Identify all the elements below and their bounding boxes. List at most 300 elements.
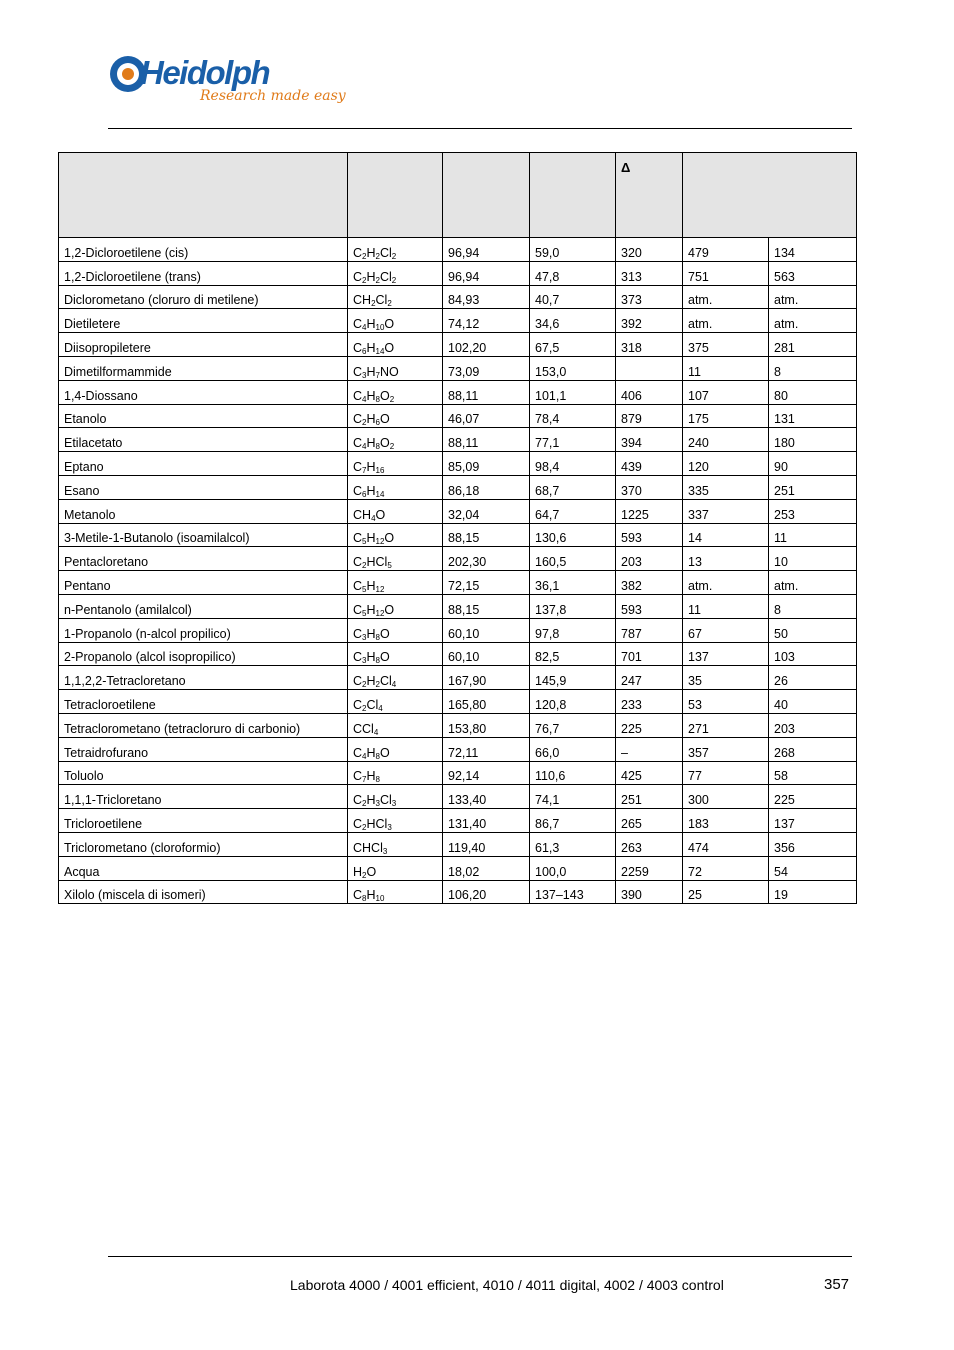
formula-subscript: 5 — [362, 608, 367, 618]
table-row — [59, 333, 857, 357]
formula-cell — [348, 690, 443, 714]
formula-cell — [348, 404, 443, 428]
formula-cell — [348, 356, 443, 380]
table-row — [59, 618, 857, 642]
formula-symbol: H — [366, 888, 376, 903]
table-row — [59, 404, 857, 428]
table-row — [59, 356, 857, 380]
formula-subscript: 7 — [362, 775, 367, 785]
pressure-cell: 271 — [683, 713, 769, 737]
formula-cell — [348, 523, 443, 547]
molar-mass-cell: 119,40 — [443, 832, 530, 856]
formula-subscript: 3 — [362, 656, 367, 666]
formula-symbol: H — [366, 602, 376, 617]
formula-symbol: O — [375, 507, 386, 522]
evaporation-enthalpy-cell: – — [616, 737, 683, 761]
formula-cell — [348, 832, 443, 856]
molar-mass-cell: 106,20 — [443, 880, 530, 904]
pressure-cell: 80 — [769, 380, 857, 404]
formula-subscript: 2 — [362, 680, 367, 690]
formula-symbol: Cl — [379, 269, 392, 284]
formula-subscript: 2 — [391, 275, 397, 285]
pressure-cell: 58 — [769, 761, 857, 785]
pressure-cell: 25 — [683, 880, 769, 904]
solvent-name-cell: Xilolo (miscela di isomeri) — [59, 880, 348, 904]
pressure-cell: 11 — [769, 523, 857, 547]
boiling-point-cell: 137–143 — [530, 880, 616, 904]
pressure-cell: 175 — [683, 404, 769, 428]
solvent-name-cell: 1,1,1-Tricloretano — [59, 785, 348, 809]
formula-subscript: 2 — [362, 561, 367, 571]
formula-cell — [348, 666, 443, 690]
formula-subscript: 10 — [375, 323, 385, 333]
formula-symbol: O — [366, 864, 377, 879]
formula-symbol: H — [366, 745, 376, 760]
evaporation-enthalpy-cell: 313 — [616, 261, 683, 285]
solvent-name-cell: Dietiletere — [59, 309, 348, 333]
formula-symbol: H — [366, 340, 376, 355]
table-row — [59, 832, 857, 856]
pressure-cell: atm. — [769, 571, 857, 595]
molar-mass-cell: 72,11 — [443, 737, 530, 761]
formula-subscript: 4 — [362, 323, 367, 333]
molar-mass-cell: 18,02 — [443, 856, 530, 880]
evaporation-enthalpy-cell: 247 — [616, 666, 683, 690]
formula-symbol: H — [366, 483, 376, 498]
table-row — [59, 452, 857, 476]
solvent-name-cell: Dimetilformammide — [59, 356, 348, 380]
page-number: 357 — [824, 1276, 850, 1293]
pressure-cell: 281 — [769, 333, 857, 357]
table-row — [59, 380, 857, 404]
formula-symbol: H — [366, 650, 376, 665]
formula-symbol: O — [379, 388, 390, 403]
header-cell — [59, 153, 348, 238]
formula-subscript: 2 — [362, 418, 367, 428]
table-row — [59, 666, 857, 690]
pressure-cell: 356 — [769, 832, 857, 856]
formula-subscript: 6 — [375, 418, 380, 428]
pressure-cell: 8 — [769, 594, 857, 618]
evaporation-enthalpy-cell: 439 — [616, 452, 683, 476]
formula-symbol: O — [384, 602, 395, 617]
formula-symbol: HCl — [366, 816, 388, 831]
table-row — [59, 428, 857, 452]
pressure-cell: 54 — [769, 856, 857, 880]
solvent-name-cell: Tetraidrofurano — [59, 737, 348, 761]
formula-symbol: C — [353, 793, 363, 808]
formula-subscript: 8 — [375, 775, 380, 785]
formula-cell — [348, 761, 443, 785]
solvent-name-cell: Pentacloretano — [59, 547, 348, 571]
formula-subscript: 4 — [373, 727, 379, 737]
formula-cell — [348, 809, 443, 833]
formula-symbol: H — [366, 436, 376, 451]
formula-symbol: C — [353, 364, 363, 379]
formula-symbol: C — [353, 578, 363, 593]
pressure-cell: 26 — [769, 666, 857, 690]
formula-symbol: O — [379, 412, 390, 427]
formula-symbol: C — [353, 674, 363, 689]
solvent-name-cell: Etilacetato — [59, 428, 348, 452]
formula-cell — [348, 618, 443, 642]
evaporation-enthalpy-cell: 593 — [616, 594, 683, 618]
boiling-point-cell: 120,8 — [530, 690, 616, 714]
brand-name: Heidolph — [140, 54, 270, 91]
molar-mass-cell: 84,93 — [443, 285, 530, 309]
formula-symbol: HCl — [366, 555, 388, 570]
formula-symbol: C — [353, 459, 363, 474]
formula-cell — [348, 309, 443, 333]
pressure-cell: 203 — [769, 713, 857, 737]
formula-subscript: 4 — [391, 680, 397, 690]
formula-subscript: 8 — [375, 751, 380, 761]
molar-mass-cell: 73,09 — [443, 356, 530, 380]
formula-subscript: 8 — [375, 656, 380, 666]
formula-subscript: 2 — [387, 299, 392, 309]
pressure-cell: 77 — [683, 761, 769, 785]
pressure-cell: 40 — [769, 690, 857, 714]
formula-symbol: O — [379, 745, 390, 760]
boiling-point-cell: 67,5 — [530, 333, 616, 357]
evaporation-enthalpy-cell: 1225 — [616, 499, 683, 523]
formula-subscript: 3 — [362, 632, 367, 642]
evaporation-enthalpy-cell: 787 — [616, 618, 683, 642]
formula-cell — [348, 499, 443, 523]
formula-symbol: CH — [353, 293, 372, 308]
formula-symbol: C — [353, 650, 363, 665]
molar-mass-cell: 88,15 — [443, 523, 530, 547]
evaporation-enthalpy-cell: 225 — [616, 713, 683, 737]
evaporation-enthalpy-cell: 318 — [616, 333, 683, 357]
pressure-cell: 67 — [683, 618, 769, 642]
formula-subscript: 2 — [375, 275, 380, 285]
formula-symbol: C — [353, 816, 363, 831]
formula-symbol: C — [353, 245, 363, 260]
molar-mass-cell: 167,90 — [443, 666, 530, 690]
pressure-cell: atm. — [683, 309, 769, 333]
formula-cell — [348, 594, 443, 618]
formula-cell — [348, 856, 443, 880]
molar-mass-cell: 60,10 — [443, 618, 530, 642]
boiling-point-cell: 153,0 — [530, 356, 616, 380]
table-row — [59, 594, 857, 618]
formula-cell — [348, 880, 443, 904]
formula-subscript: 2 — [362, 799, 367, 809]
header-delta-cell — [616, 153, 683, 238]
pressure-cell: 180 — [769, 428, 857, 452]
boiling-point-cell: 100,0 — [530, 856, 616, 880]
pressure-cell: 183 — [683, 809, 769, 833]
solvent-name-cell: n-Pentanolo (amilalcol) — [59, 594, 348, 618]
pressure-cell: 253 — [769, 499, 857, 523]
pressure-cell: 137 — [769, 809, 857, 833]
molar-mass-cell: 86,18 — [443, 475, 530, 499]
boiling-point-cell: 98,4 — [530, 452, 616, 476]
formula-symbol: C — [353, 531, 363, 546]
pressure-cell: 251 — [769, 475, 857, 499]
formula-cell — [348, 475, 443, 499]
evaporation-enthalpy-cell: 394 — [616, 428, 683, 452]
molar-mass-cell: 131,40 — [443, 809, 530, 833]
pressure-cell: 103 — [769, 642, 857, 666]
formula-symbol: CHCl — [353, 840, 383, 855]
solvent-name-cell: Tetracloroetilene — [59, 690, 348, 714]
molar-mass-cell: 85,09 — [443, 452, 530, 476]
formula-subscript: 2 — [362, 251, 367, 261]
pressure-cell: 90 — [769, 452, 857, 476]
formula-symbol: H — [366, 269, 376, 284]
formula-subscript: 4 — [378, 703, 383, 713]
solvent-name-cell: Pentano — [59, 571, 348, 595]
pressure-cell: atm. — [769, 309, 857, 333]
pressure-cell: 11 — [683, 356, 769, 380]
formula-subscript: 16 — [375, 465, 385, 475]
pressure-cell: atm. — [683, 571, 769, 595]
formula-symbol: CH — [353, 507, 372, 522]
pressure-cell: 751 — [683, 261, 769, 285]
boiling-point-cell: 34,6 — [530, 309, 616, 333]
pressure-cell: 72 — [683, 856, 769, 880]
pressure-cell: 35 — [683, 666, 769, 690]
formula-subscript: 3 — [375, 799, 380, 809]
evaporation-enthalpy-cell: 203 — [616, 547, 683, 571]
solvent-name-cell: Acqua — [59, 856, 348, 880]
formula-symbol: H — [366, 769, 376, 784]
formula-symbol: C — [353, 412, 363, 427]
molar-mass-cell: 88,11 — [443, 380, 530, 404]
solvent-table — [58, 152, 857, 904]
formula-symbol: H — [366, 578, 376, 593]
pressure-cell: 375 — [683, 333, 769, 357]
formula-subscript: 3 — [387, 822, 392, 832]
table-row — [59, 642, 857, 666]
header-cell — [443, 153, 530, 238]
solvent-name-cell: Diclorometano (cloruro di metilene) — [59, 285, 348, 309]
formula-subscript: 2 — [375, 251, 380, 261]
formula-subscript: 3 — [391, 799, 397, 809]
evaporation-enthalpy-cell: 593 — [616, 523, 683, 547]
formula-subscript: 4 — [371, 513, 376, 523]
pressure-cell: 335 — [683, 475, 769, 499]
formula-symbol: C — [353, 745, 363, 760]
pressure-cell: 13 — [683, 547, 769, 571]
boiling-point-cell: 78,4 — [530, 404, 616, 428]
delta-symbol: Δ — [621, 160, 631, 175]
formula-symbol: C — [353, 626, 363, 641]
molar-mass-cell: 32,04 — [443, 499, 530, 523]
pressure-cell: 240 — [683, 428, 769, 452]
evaporation-enthalpy-cell: 2259 — [616, 856, 683, 880]
formula-symbol: C — [353, 269, 363, 284]
boiling-point-cell: 145,9 — [530, 666, 616, 690]
formula-symbol: O — [379, 436, 390, 451]
formula-cell — [348, 737, 443, 761]
formula-subscript: 7 — [362, 465, 367, 475]
evaporation-enthalpy-cell: 320 — [616, 238, 683, 262]
pressure-cell: 131 — [769, 404, 857, 428]
pressure-cell: 107 — [683, 380, 769, 404]
pressure-cell: 120 — [683, 452, 769, 476]
formula-cell — [348, 238, 443, 262]
pressure-cell: 479 — [683, 238, 769, 262]
formula-cell — [348, 333, 443, 357]
formula-symbol: O — [379, 626, 390, 641]
boiling-point-cell: 47,8 — [530, 261, 616, 285]
formula-symbol: NO — [379, 364, 399, 379]
pressure-cell: 11 — [683, 594, 769, 618]
boiling-point-cell: 76,7 — [530, 713, 616, 737]
formula-subscript: 2 — [375, 680, 380, 690]
molar-mass-cell: 92,14 — [443, 761, 530, 785]
pressure-cell: 134 — [769, 238, 857, 262]
evaporation-enthalpy-cell: 382 — [616, 571, 683, 595]
solvent-name-cell: Tricloroetilene — [59, 809, 348, 833]
formula-symbol: C — [353, 769, 363, 784]
solvent-name-cell: Etanolo — [59, 404, 348, 428]
solvent-name-cell: Diisopropiletere — [59, 333, 348, 357]
formula-symbol: C — [353, 555, 363, 570]
formula-symbol: C — [353, 317, 363, 332]
formula-symbol: C — [353, 340, 363, 355]
boiling-point-cell: 77,1 — [530, 428, 616, 452]
boiling-point-cell: 82,5 — [530, 642, 616, 666]
evaporation-enthalpy-cell: 406 — [616, 380, 683, 404]
molar-mass-cell: 153,80 — [443, 713, 530, 737]
solvent-name-cell: Metanolo — [59, 499, 348, 523]
pressure-cell: atm. — [769, 285, 857, 309]
formula-subscript: 8 — [375, 442, 380, 452]
table-row — [59, 309, 857, 333]
formula-cell — [348, 713, 443, 737]
formula-subscript: 5 — [362, 584, 367, 594]
formula-symbol: H — [366, 793, 376, 808]
formula-subscript: 2 — [371, 299, 376, 309]
solvent-name-cell: 1-Propanolo (n-alcol propilico) — [59, 618, 348, 642]
formula-subscript: 3 — [362, 370, 367, 380]
table-row — [59, 880, 857, 904]
formula-symbol: Cl — [366, 697, 379, 712]
boiling-point-cell: 160,5 — [530, 547, 616, 571]
formula-symbol: O — [384, 531, 395, 546]
formula-subscript: 12 — [375, 537, 385, 547]
formula-cell — [348, 547, 443, 571]
table-row — [59, 737, 857, 761]
evaporation-enthalpy-cell: 701 — [616, 642, 683, 666]
molar-mass-cell: 72,15 — [443, 571, 530, 595]
formula-subscript: 6 — [362, 489, 367, 499]
molar-mass-cell: 88,11 — [443, 428, 530, 452]
formula-subscript: 8 — [362, 894, 367, 904]
formula-subscript: 2 — [391, 251, 397, 261]
formula-symbol: H — [366, 459, 376, 474]
evaporation-enthalpy-cell: 251 — [616, 785, 683, 809]
molar-mass-cell: 46,07 — [443, 404, 530, 428]
formula-symbol: Cl — [379, 793, 392, 808]
pressure-cell: 8 — [769, 356, 857, 380]
formula-cell — [348, 261, 443, 285]
evaporation-enthalpy-cell: 879 — [616, 404, 683, 428]
boiling-point-cell: 86,7 — [530, 809, 616, 833]
molar-mass-cell: 102,20 — [443, 333, 530, 357]
formula-symbol: H — [366, 364, 376, 379]
formula-symbol: O — [384, 317, 395, 332]
pressure-cell: 357 — [683, 737, 769, 761]
formula-cell — [348, 571, 443, 595]
formula-subscript: 12 — [375, 584, 385, 594]
formula-symbol: CCl — [353, 721, 374, 736]
header-cell — [683, 153, 857, 238]
boiling-point-cell: 97,8 — [530, 618, 616, 642]
boiling-point-cell: 68,7 — [530, 475, 616, 499]
boiling-point-cell: 66,0 — [530, 737, 616, 761]
formula-subscript: 5 — [362, 537, 367, 547]
evaporation-enthalpy-cell: 390 — [616, 880, 683, 904]
pressure-cell: 225 — [769, 785, 857, 809]
formula-symbol: C — [353, 483, 363, 498]
formula-symbol: O — [384, 340, 395, 355]
evaporation-enthalpy-cell: 425 — [616, 761, 683, 785]
solvent-name-cell: Toluolo — [59, 761, 348, 785]
molar-mass-cell: 96,94 — [443, 261, 530, 285]
solvent-name-cell: Tetraclorometano (tetracloruro di carbonio) — [59, 713, 348, 737]
pressure-cell: 474 — [683, 832, 769, 856]
pressure-cell: 268 — [769, 737, 857, 761]
formula-subscript: 2 — [362, 703, 367, 713]
formula-symbol: H — [366, 531, 376, 546]
solvent-name-cell: Triclorometano (cloroformio) — [59, 832, 348, 856]
pressure-cell: 14 — [683, 523, 769, 547]
formula-symbol: H — [366, 674, 376, 689]
formula-symbol: H — [366, 317, 376, 332]
pressure-cell: atm. — [683, 285, 769, 309]
table-row — [59, 499, 857, 523]
footer-rule — [108, 1256, 852, 1257]
formula-cell — [348, 428, 443, 452]
formula-symbol: H — [353, 864, 363, 879]
evaporation-enthalpy-cell: 370 — [616, 475, 683, 499]
formula-cell — [348, 642, 443, 666]
evaporation-enthalpy-cell — [616, 356, 683, 380]
boiling-point-cell: 40,7 — [530, 285, 616, 309]
molar-mass-cell: 60,10 — [443, 642, 530, 666]
header-rule — [108, 128, 852, 129]
boiling-point-cell: 101,1 — [530, 380, 616, 404]
formula-subscript: 2 — [362, 275, 367, 285]
molar-mass-cell: 202,30 — [443, 547, 530, 571]
molar-mass-cell: 165,80 — [443, 690, 530, 714]
formula-subscript: 7 — [375, 370, 380, 380]
formula-symbol: Cl — [379, 245, 392, 260]
pressure-cell: 19 — [769, 880, 857, 904]
evaporation-enthalpy-cell: 373 — [616, 285, 683, 309]
header-cell — [530, 153, 616, 238]
table-row — [59, 785, 857, 809]
table-header-row — [59, 153, 857, 238]
solvent-name-cell: 1,4-Diossano — [59, 380, 348, 404]
formula-subscript: 8 — [375, 632, 380, 642]
formula-subscript: 14 — [375, 489, 385, 499]
table-row — [59, 571, 857, 595]
formula-subscript: 3 — [382, 846, 388, 856]
formula-subscript: 2 — [389, 394, 395, 404]
formula-symbol: H — [366, 412, 376, 427]
table-row — [59, 238, 857, 262]
table-row — [59, 713, 857, 737]
formula-symbol: Cl — [375, 293, 388, 308]
evaporation-enthalpy-cell: 265 — [616, 809, 683, 833]
formula-subscript: 12 — [375, 608, 385, 618]
